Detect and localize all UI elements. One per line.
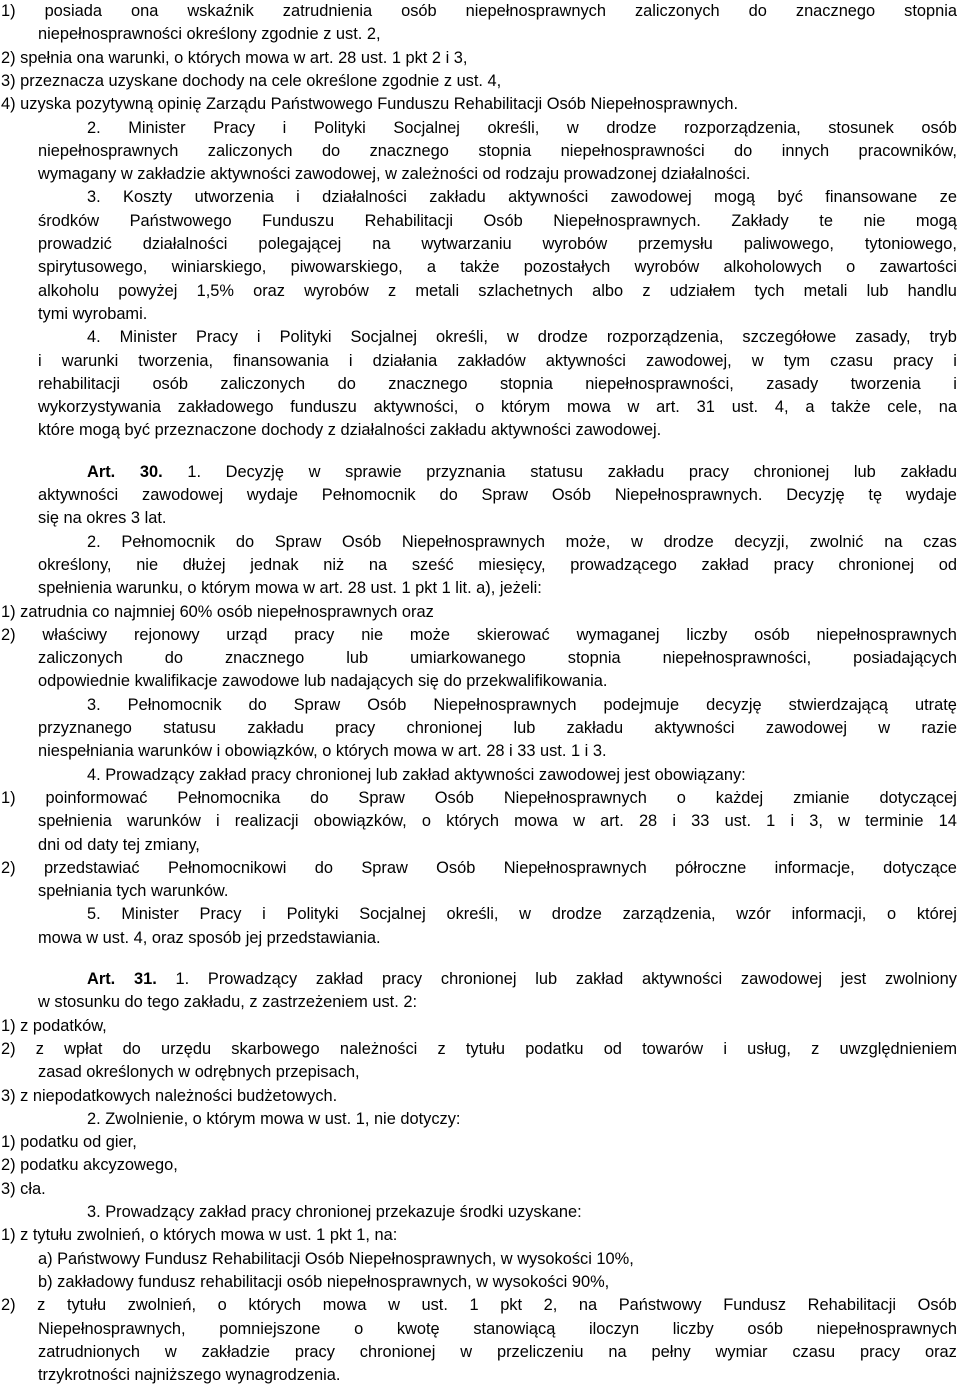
line-text: 2) spełnia ona warunki, o których mowa w art. 28 ust. 1 pkt 2 i 3, <box>1 48 468 67</box>
text-line <box>0 554 960 577</box>
line-text: zatrudnionych w zakładzie pracy chronionej w przeliczeniu na pełny wymiar czasu pracy oraz <box>38 1342 957 1361</box>
line-text: 3) z niepodatkowych należności budżetowych. <box>1 1086 338 1105</box>
text-line <box>0 1015 960 1038</box>
line-text: Art. 31. 1. Prowadzący zakład pracy chronionej lub zakład aktywności zawodowej jest zwolniony <box>87 970 957 988</box>
line-text: prowadzić działalności polegającej na wytwarzaniu wyrobów przemysłu paliwowego, tytoniowego, <box>38 235 957 253</box>
text-line <box>0 1364 960 1387</box>
line-text: 1) z tytułu zwolnień, o których mowa w ust. 1 pkt 1, na: <box>1 1226 398 1245</box>
line-text: 3. Koszty utworzenia i działalności zakładu aktywności zawodowej mogą być finansowane ze <box>87 188 957 207</box>
line-text: b) zakładowy fundusz rehabilitacji osób niepełnosprawnych, w wysokości 90%, <box>38 1272 610 1291</box>
text-line <box>0 93 960 116</box>
text-line <box>0 419 960 442</box>
text-line <box>0 764 960 787</box>
line-text: alkoholu powyżej 1,5% oraz wyrobów z metali szlachetnych albo z udziałem tych metali lub handlu <box>38 281 957 300</box>
text-line <box>0 1201 960 1224</box>
line-text: 4. Minister Pracy i Polityki Socjalnej określi, w drodze rozporządzenia, szczegółowe zasady, tryb <box>87 328 957 347</box>
text-line <box>0 1178 960 1201</box>
text-line <box>0 210 960 233</box>
line-text: zasad określonych w odrębnych przepisach, <box>38 1063 360 1082</box>
line-text: przyznanego statusu zakładu pracy chronionej lub zakładu aktywności zawodowej w razie <box>38 719 957 737</box>
line-text: 2. Minister Pracy i Polityki Socjalnej określi, w drodze rozporządzenia, stosunek osób <box>87 118 957 137</box>
line-text: się na okres 3 lat. <box>38 509 167 528</box>
line-text: zaliczonych do znacznego lub umiarkowanego stopnia niepełnosprawności, posiadających <box>38 649 957 668</box>
line-text: 2) przedstawiać Pełnomocnikowi do Spraw Osób Niepełnosprawnych półroczne informacje, dotyczące <box>1 858 957 877</box>
text-line <box>0 1108 960 1131</box>
text-line <box>0 280 960 303</box>
line-text: które mogą być przeznaczone dochody z działalności zakładu aktywności zawodowej. <box>38 421 662 440</box>
line-text: w stosunku do tego zakładu, z zastrzeżeniem ust. 2: <box>38 993 418 1012</box>
text-line <box>0 787 960 810</box>
line-text: 5. Minister Pracy i Polityki Socjalnej określi, w drodze zarządzenia, wzór informacji, o której <box>87 905 957 924</box>
line-text: dni od daty tej zmiany, <box>38 835 200 854</box>
text-line <box>0 577 960 600</box>
line-text: spełnienia warunków i realizacji obowiązków, o których mowa w art. 28 i 33 ust. 1 i 3, w terminie 14 <box>38 812 957 831</box>
text-line <box>0 670 960 693</box>
line-text: 4. Prowadzący zakład pracy chronionej lub zakład aktywności zawodowej jest obowiązany: <box>87 765 746 784</box>
text-line <box>0 624 960 647</box>
line-text: 3. Prowadzący zakład pracy chronionej przekazuje środki uzyskane: <box>87 1203 582 1221</box>
text-line <box>0 396 960 419</box>
text-line <box>0 968 960 991</box>
line-text: 2. Pełnomocnik do Spraw Osób Niepełnosprawnych może, w drodze decyzji, zwolnić na czas <box>87 532 957 551</box>
text-line <box>0 903 960 926</box>
text-line <box>0 1318 960 1341</box>
text-line <box>0 1154 960 1177</box>
line-text: środków Państwowego Funduszu Rehabilitacji Osób Niepełnosprawnych. Zakłady te nie mogą <box>38 211 957 230</box>
text-line <box>0 1038 960 1061</box>
text-line <box>0 857 960 880</box>
text-line <box>0 1224 960 1247</box>
line-text: 2) z wpłat do urzędu skarbowego należności z tytułu podatku od towarów i usług, z uwzględnieniem <box>1 1039 957 1058</box>
line-text: 3) cła. <box>1 1179 46 1198</box>
text-line <box>0 1294 960 1317</box>
text-line <box>0 373 960 396</box>
line-text: Art. 30. 1. Decyzję w sprawie przyznania statusu zakładu pracy chronionej lub zakładu <box>87 462 957 481</box>
text-line <box>0 740 960 763</box>
line-text: spirytusowego, winiarskiego, piwowarskiego, a także pozostałych wyrobów alkoholowych o zawartości <box>38 258 957 277</box>
text-line <box>0 140 960 163</box>
text-line <box>0 1085 960 1108</box>
text-line <box>0 23 960 46</box>
text-line <box>0 694 960 717</box>
text-line <box>0 186 960 209</box>
line-text: Niepełnosprawnych, pomniejszone o kwotę stanowiącą iloczyn liczby osób niepełnosprawnych <box>38 1319 957 1338</box>
text-line <box>0 1248 960 1271</box>
line-text: 1) z podatków, <box>1 1016 107 1035</box>
text-line <box>0 0 960 23</box>
text-line <box>0 117 960 140</box>
text-line <box>0 303 960 326</box>
text-line <box>0 991 960 1014</box>
text-line <box>0 484 960 507</box>
text-line <box>0 927 960 950</box>
text-line <box>0 531 960 554</box>
line-text: określony, nie dłużej jednak niż na sześć miesięcy, prowadzącego zakład pracy chronionej od <box>38 555 957 574</box>
text-line <box>0 1061 960 1084</box>
line-text: mowa w ust. 4, oraz sposób jej przedstawiania. <box>38 928 381 947</box>
line-text: tymi wyrobami. <box>38 304 148 323</box>
line-text: niepełnosprawności określony zgodnie z ust. 2, <box>38 25 381 44</box>
line-text: 4) uzyska pozytywną opinię Zarządu Państwowego Funduszu Rehabilitacji Osób Niepełnosprawnych. <box>1 95 739 114</box>
text-line <box>0 47 960 70</box>
text-line <box>0 880 960 903</box>
text-line <box>0 1271 960 1294</box>
text-line <box>0 810 960 833</box>
text-line <box>0 601 960 624</box>
line-text: odpowiednie kwalifikacje zawodowe lub nadających się do przekwalifikowania. <box>38 672 608 691</box>
text-line <box>0 70 960 93</box>
text-line <box>0 1131 960 1154</box>
text-line <box>0 1341 960 1364</box>
line-text: wymagany w zakładzie aktywności zawodowej, w zależności od rodzaju prowadzonej działalności. <box>38 165 751 184</box>
line-text: 1) posiada ona wskaźnik zatrudnienia osób niepełnosprawnych zaliczonych do znacznego stopnia <box>1 2 957 20</box>
line-text: 2) właściwy rejonowy urząd pracy nie może skierować wymaganej liczby osób niepełnosprawnych <box>1 625 957 644</box>
text-line <box>0 507 960 530</box>
text-line <box>0 233 960 256</box>
text-line <box>0 461 960 484</box>
text-line <box>0 350 960 373</box>
line-text: rehabilitacji osób zaliczonych do znacznego stopnia niepełnosprawności, zasady tworzenia i <box>38 374 957 393</box>
text-line <box>0 326 960 349</box>
line-text: 1) zatrudnia co najmniej 60% osób niepełnosprawnych oraz <box>1 602 434 621</box>
line-text: 3. Pełnomocnik do Spraw Osób Niepełnosprawnych podejmuje decyzję stwierdzającą utratę <box>87 695 957 714</box>
line-text: wykorzystywania zakładowego funduszu aktywności, o którym mowa w art. 31 ust. 4, a także cele, na <box>38 398 957 417</box>
text-line <box>0 647 960 670</box>
text-line <box>0 834 960 857</box>
line-text: 3) przeznacza uzyskane dochody na cele określone zgodnie z ust. 4, <box>1 71 502 90</box>
line-text: trzykrotności najniższego wynagrodzenia. <box>38 1366 341 1385</box>
line-text: i warunki tworzenia, finansowania i działania zakładów aktywności zawodowej, w tym czasu pracy i <box>38 351 957 370</box>
line-text: niepełnosprawnych zaliczonych do znacznego stopnia niepełnosprawności do innych pracowników, <box>38 141 957 160</box>
line-text: 2) z tytułu zwolnień, o których mowa w ust. 1 pkt 2, na Państwowy Fundusz Rehabilitacji Osób <box>1 1296 957 1315</box>
text-line <box>0 256 960 279</box>
text-line <box>0 717 960 740</box>
line-text: 1) poinformować Pełnomocnika do Spraw Osób Niepełnosprawnych o każdej zmianie dotyczącej <box>1 788 957 807</box>
line-text: spełniania tych warunków. <box>38 882 229 901</box>
line-text: a) Państwowy Fundusz Rehabilitacji Osób Niepełnosprawnych, w wysokości 10%, <box>38 1249 634 1268</box>
text-line <box>0 163 960 186</box>
line-text: niespełniania warunków i obowiązków, o których mowa w art. 28 i 33 ust. 1 i 3. <box>38 742 607 761</box>
line-text: spełnienia warunku, o którym mowa w art. 28 ust. 1 pkt 1 lit. a), jeżeli: <box>38 579 542 598</box>
line-text: 2) podatku akcyzowego, <box>1 1156 178 1175</box>
line-text: 1) podatku od gier, <box>1 1133 137 1152</box>
line-text: aktywności zawodowej wydaje Pełnomocnik do Spraw Osób Niepełnosprawnych. Decyzję tę wydaje <box>38 486 957 504</box>
line-text: 2. Zwolnienie, o którym mowa w ust. 1, nie dotyczy: <box>87 1109 461 1128</box>
